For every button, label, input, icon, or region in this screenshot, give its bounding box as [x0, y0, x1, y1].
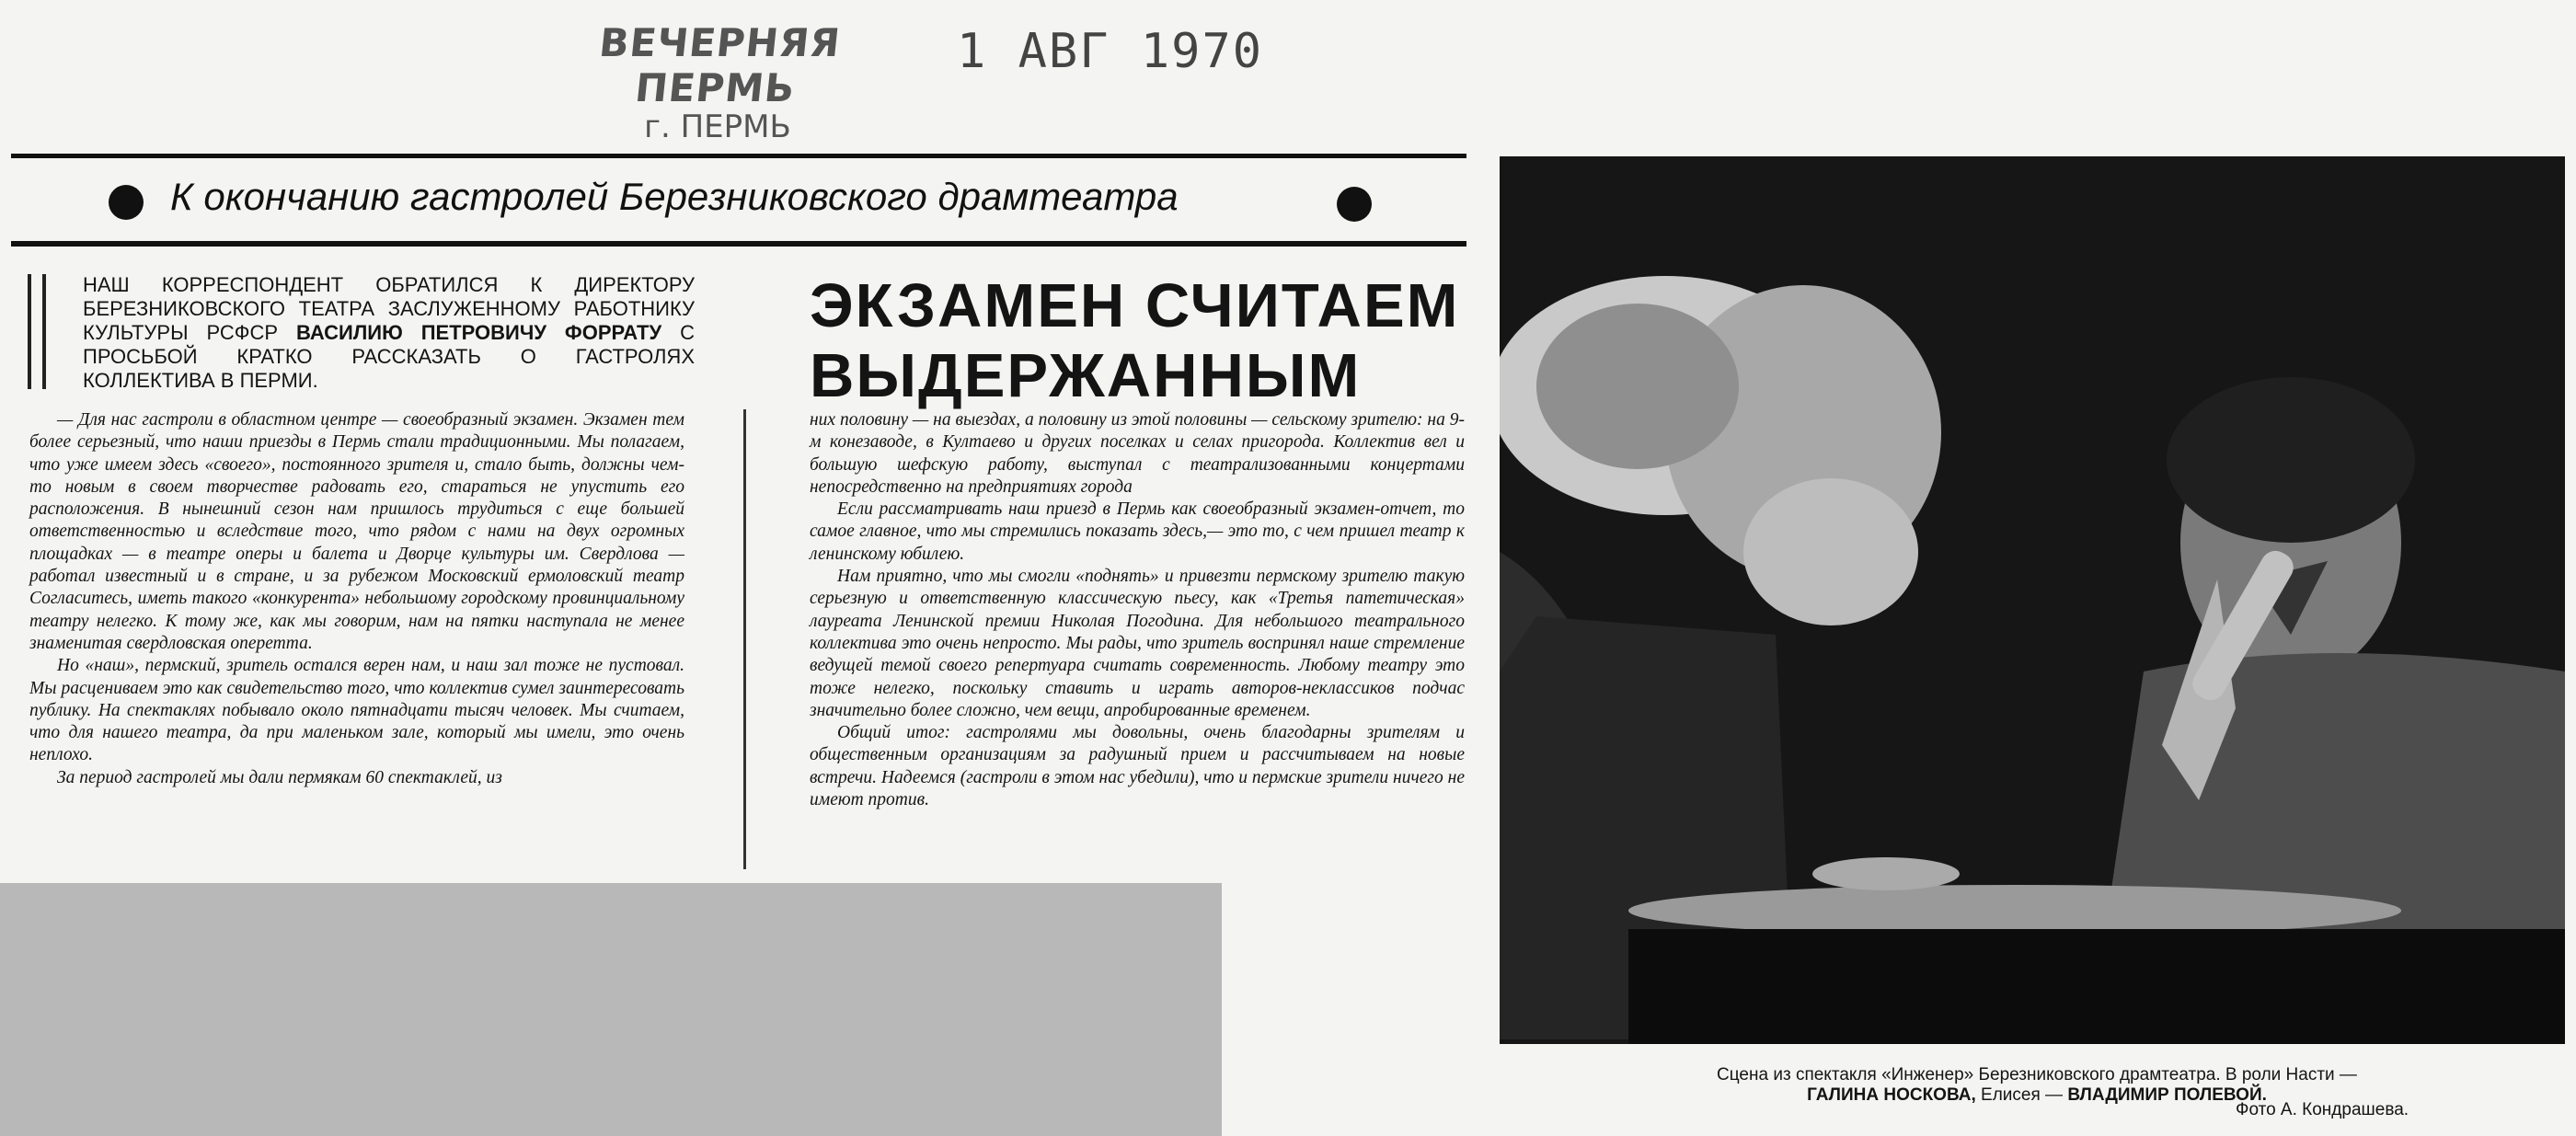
article-column-1: [29, 409, 684, 789]
headline-line-1: ЭКЗАМЕН СЧИТАЕМ: [810, 271, 1460, 340]
director-name: ВАСИЛИЮ ПЕТРОВИЧУ ФОРРАТУ: [296, 321, 662, 344]
paragraph: Если рассматривать наш приезд в Пермь как своеобразный экзамен-отчет, то самое главное, что мы стремились показать здесь,— это то, с чем пришел театр к ленинскому юбилею.: [810, 499, 1465, 564]
headline-line-2: ВЫДЕРЖАННЫМ: [810, 341, 1362, 410]
headline: [810, 271, 1460, 411]
photo-credit: Фото А. Кондрашева.: [2236, 1100, 2409, 1119]
rubric-rule: [11, 241, 1466, 247]
lead-bar: [28, 274, 31, 389]
actor-name: ВЛАДИМИР ПОЛЕВОЙ.: [2067, 1085, 2267, 1105]
lead-paragraph: [83, 273, 695, 393]
paragraph: Нам приятно, что мы смогли «поднять» и привезти пермскому зрителю такую серьезную и ответственную классическую пьесу, как «Третья патетическая» лауреата Ленинской премии Николая Погодина. Для небольшого театрального коллектива это очень непросто. Мы рады, что зритель воспринял наше стремление ведущей темой своего репертуара считать современность. Любому театру это тоже нелегко, поскольку ставить и играть авторов-неклассиков подчас значительно более сложно, чем вещи, апробированные временем.: [810, 567, 1465, 720]
lead-bar: [42, 274, 46, 389]
paragraph: — Для нас гастроли в областном центре — своеобразный экзамен. Экзамен тем более серьезный, что наши приезды в Пермь стали традиционными. Мы полагаем, что уже имеем здесь «своего», постоянного зрителя и, стало быть, должны чем-то новым в своем творчестве радовать его, стараться не упустить его расположения. В нынешний сезон нам пришлось трудиться с еще большей ответственностью и вследствие того, что рядом с нами на двух огромных площадках — в театре оперы и балета и Дворце культуры им. Свердлова — работал известный и в стране, и за рубежом Московский ермоловский театр Согласитесь, иметь такого «конкурента» небольшому городскому провинциальному театру нелегко. К тому же, как мы говорим, нам на пятки наступала не менее знаменитая свердловская оперетта.: [29, 410, 684, 653]
column-separator: [743, 409, 746, 869]
rubric-title: К окончанию гастролей Березниковского драмтеатра: [170, 175, 1179, 218]
scan-background: [0, 883, 1222, 1136]
stamp-city: г. ПЕРМЬ: [644, 109, 791, 145]
article-column-2: [810, 409, 1465, 811]
stage-photo: [1500, 156, 2565, 1044]
bullet-right-icon: [1337, 187, 1372, 222]
lead-text-end: С ПРОСЬБОЙ КРАТКО РАССКАЗАТЬ О ГАСТРОЛЯХ КОЛЛЕКТИВА В ПЕРМИ.: [83, 321, 695, 392]
scan-paper-edge: [1222, 883, 1498, 1136]
bullet-left-icon: [109, 185, 144, 220]
caption-line-1: Сцена из спектакля «Инженер» Березниковского драмтеатра. В роли Насти —: [1717, 1065, 2357, 1084]
newspaper-stamp: [566, 20, 869, 145]
paragraph: За период гастролей мы дали пермякам 60 спектаклей, из: [57, 767, 502, 787]
top-rule: [11, 154, 1466, 158]
paragraph: Общий итог: гастролями мы довольны, очень благодарны зрителям и общественным организациям за радушный прием и рассчитываем на новые встречи. Надеемся (гастроли в этом нас убедили), что и пермские зрители ничего не имеют против.: [810, 723, 1465, 810]
lead-text: НАШ КОРРЕСПОНДЕНТ ОБРАТИЛСЯ К ДИРЕКТОРУ БЕРЕЗНИКОВСКОГО ТЕАТРА ЗАСЛУЖЕННОМУ РАБОТНИКУ КУЛЬТУРЫ РСФСР: [83, 273, 695, 344]
stamp-paper-name: ВЕЧЕРНЯЯ ПЕРМЬ: [597, 20, 844, 110]
paragraph: Но «наш», пермский, зритель остался верен нам, и наш зал тоже не пустовал. Мы расцениваем это как свидетельство того, что коллектив сумел заинтересовать публику. На спектаклях побывало около пятнадцати тысяч человек. Мы считаем, что для нашего театра, да при маленьком зале, который мы имели, это очень неплохо.: [29, 656, 684, 765]
stamp-date: 1 АВГ 1970: [957, 24, 1264, 79]
stage-photo-image: [1500, 156, 2565, 1044]
paragraph: них половину — на выездах, а половину из этой половины — сельскому зрителю: на 9-м конезаводе, в Култаево и других поселках и селах пригорода. Коллектив вел и большую шефскую работу, выступал с театрализованными концертами непосредственно на предприятиях города: [810, 410, 1465, 497]
actress-name: ГАЛИНА НОСКОВА,: [1807, 1085, 1976, 1105]
caption-role: Елисея —: [1981, 1085, 2064, 1105]
